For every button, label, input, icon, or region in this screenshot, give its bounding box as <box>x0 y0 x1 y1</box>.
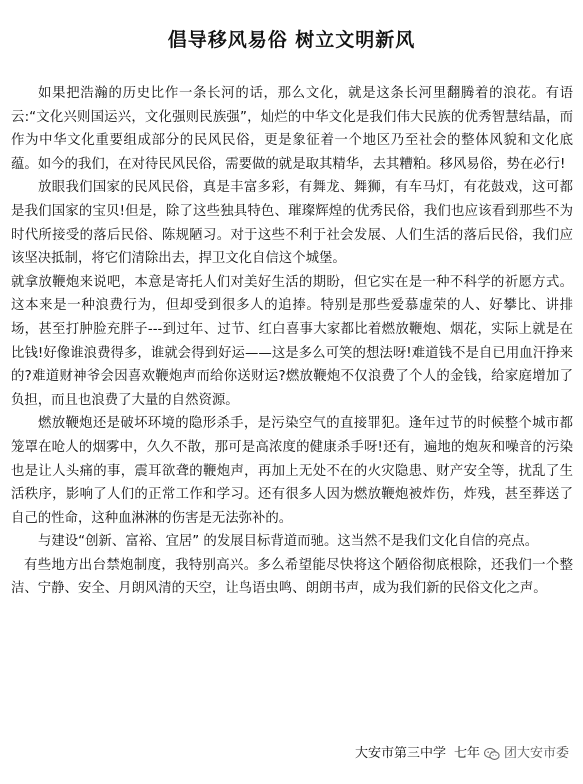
paragraph-4: 燃放鞭炮还是破坏环境的隐形杀手，是污染空气的直接罪犯。逢年过节的时候整个城市都笼罩在呛人的烟雾中，久久不散，那可是高浓度的健康杀手呀!还有，遍地的炮灰和噪音的污染也是让人头痛的事，震耳欲聋的鞭炮声，再加上无处不在的火灾隐患、财产安全等，扰乱了生活秩序，影响了人们的正常工作和学习。还有很多人因为燃放鞭炮被炸伤，炸残，甚至葬送了自己的性命，这种血淋淋的伤害是无法弥补的。 <box>11 416 573 526</box>
paragraph-2: 放眼我们国家的民风民俗，真是丰富多彩，有舞龙、舞狮，有车马灯，有花鼓戏，这可都是我们国家的宝贝!但是，除了这些独具特色、璀璨辉煌的优秀民俗，我们也应该看到那些不为时代所接受的落后民俗、陈规陋习。对于这些不利于社会发展、人们生活的落后民俗，我们应该坚决抵制，将它们清除出去，捍卫文化自信这个城堡。 <box>11 180 573 267</box>
paragraph-5: 与建设“创新、富裕、宜居” 的发展目标背道而驰。这当然不是我们文化自信的亮点。 <box>38 534 539 550</box>
document-footer <box>355 744 569 764</box>
watermark <box>480 744 569 764</box>
paragraph-6: 有些地方出台禁炮制度，我特别高兴。多么希望能尽快将这个陋俗彻底根除，还我们一个整洁、宁静、安全、月朗风清的天空，让鸟语虫鸣、朗朗书声，成为我们新的民俗文化之声。 <box>11 557 573 597</box>
document-title: 倡导移风易俗 树立文明新风 <box>167 29 416 51</box>
document-body <box>11 82 573 601</box>
watermark-text: 团大安市委 <box>503 746 569 761</box>
paragraph-3: 就拿放鞭炮来说吧，本意是寄托人们对美好生活的期盼，但它实在是一种不科学的祈愿方式。这本来是一种浪费行为，但却受到很多人的追捧。特别是那些爱慕虚荣的人、好攀比、讲排场，甚至打肿脸充胖子---到过年、过节、红白喜事大家都比着燃放鞭炮、烟花，实际上就是在比钱!好像谁浪费得多，谁就会得到好运——这是多么可笑的想法呀!难道钱不是自已用血汗挣来的?难道财神爷会因喜欢鞭炮声而给你送财运?燃放鞭炮不仅浪费了个人的金钱，给家庭增加了负担，而且也浪费了大量的自然资源。 <box>11 274 573 408</box>
footer-school: 大安市第三中学 <box>354 746 446 761</box>
footer-class: 七年 <box>453 746 480 761</box>
wechat-icon <box>484 747 500 761</box>
paragraph-1: 如果把浩瀚的历史比作一条长河的话，那么文化，就是这条长河里翻腾着的浪花。有语云:“文化兴则国运兴，文化强则民族强”，灿烂的中华文化是我们伟大民族的优秀智慧结晶，而作为中华文化重要组成部分的民风民俗，更是象征着一个地区乃至社会的整体风貌和文化底蕴。如今的我们，在对待民风民俗，需要做的就是取其精华，去其糟粕。移风易俗，势在必行! <box>11 86 573 172</box>
